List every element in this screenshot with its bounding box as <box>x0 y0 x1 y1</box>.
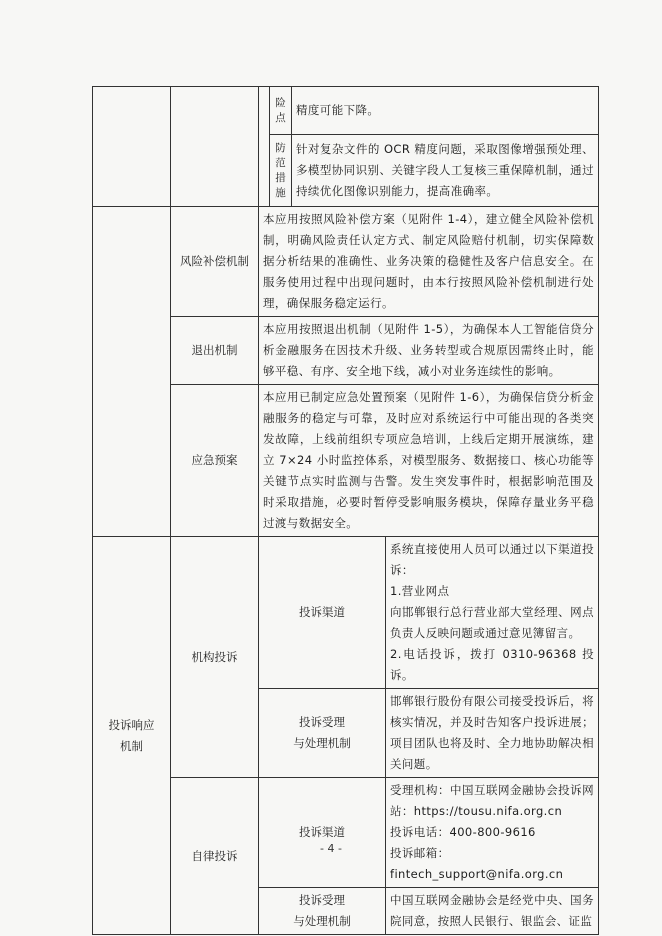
institution-handling-label: 投诉受理 与处理机制 <box>259 689 386 778</box>
exit-label: 退出机制 <box>171 317 259 385</box>
complaint-section-label: 投诉响应 机制 <box>93 537 171 935</box>
category-cell-blank <box>171 87 259 207</box>
institution-channel-row <box>93 537 599 689</box>
prevention-label: 防 范 措 施 <box>270 135 292 207</box>
page-number: - 4 - <box>320 842 342 855</box>
self-regulatory-handling-text: 中国互联网金融协会是经党中央、国务院同意，按照人民银行、银监会、证监 <box>386 888 599 935</box>
institution-handling-text: 邯郸银行股份有限公司接受投诉后，将核实情况，并及时告知客户投诉进展；项目团队也将及时、全力地协助解决相关问题。 <box>386 689 599 778</box>
self-regulatory-complaint-label: 自律投诉 <box>171 778 259 935</box>
risk-point-label: 险 点 <box>270 87 292 135</box>
institution-channel-text: 系统直接使用人员可以通过以下渠道投诉： 1.营业网点 向邯郸银行总行营业部大堂经理、网点负责人反映问题或通过意见簿留言。 2.电话投诉，拨打 0310-96368 投诉。 <box>386 537 599 689</box>
emergency-text: 本应用已制定应急处置预案（见附件 1-6），为确保信贷分析金融服务的稳定与可靠，及时应对系统运行中可能出现的各类突发故障，上线前组织专项应急培训，上线后定期开展演练，建立 7×24 小时监控体系，对模型服务、数据接口、核心功能等关键节点实时监测与告警。发生突发事件时，根据影响范围及时采取措施，必要时暂停受影响服务模块，保障存量业务平稳过渡与数据安全。 <box>259 385 599 537</box>
exit-text: 本应用按照退出机制（见附件 1-5），为确保本人工智能信贷分析金融服务在因技术升级、业务转型或合规原因需终止时，能够平稳、有序、安全地下线，减小对业务连续性的影响。 <box>259 317 599 385</box>
institution-complaint-label: 机构投诉 <box>171 537 259 778</box>
self-regulatory-handling-label: 投诉受理 与处理机制 <box>259 888 386 935</box>
emergency-label: 应急预案 <box>171 385 259 537</box>
self-regulatory-channel-text: 受理机构：中国互联网金融协会投诉网站：https://tousu.nifa.org.cn 投诉电话：400-800-9616 投诉邮箱： fintech_support@nifa.org.cn <box>386 778 599 888</box>
risk-point-row <box>93 87 599 135</box>
compensation-row <box>93 207 599 317</box>
mechanism-table <box>92 86 599 935</box>
institution-channel-label: 投诉渠道 <box>259 537 386 689</box>
risk-point-text: 精度可能下降。 <box>292 87 599 135</box>
section-cell-blank <box>93 87 171 207</box>
prevention-text: 针对复杂文件的 OCR 精度问题，采取图像增强预处理、多模型协同识别、关键字段人工复核三重保障机制，通过持续优化图像识别能力，提高准确率。 <box>292 135 599 207</box>
section-cell-blank <box>93 207 171 537</box>
spacer-cell <box>259 87 270 207</box>
compensation-label: 风险补偿机制 <box>171 207 259 317</box>
compensation-text: 本应用按照风险补偿方案（见附件 1-4），建立健全风险补偿机制，明确风险责任认定方式、制定风险赔付机制，切实保障数据分析结果的准确性、业务决策的稳健性及客户信息安全。在服务使用过程中出现问题时，由本行按照风险补偿机制进行处理，确保服务稳定运行。 <box>259 207 599 317</box>
self-regulatory-channel-label: 投诉渠道 <box>259 778 386 888</box>
